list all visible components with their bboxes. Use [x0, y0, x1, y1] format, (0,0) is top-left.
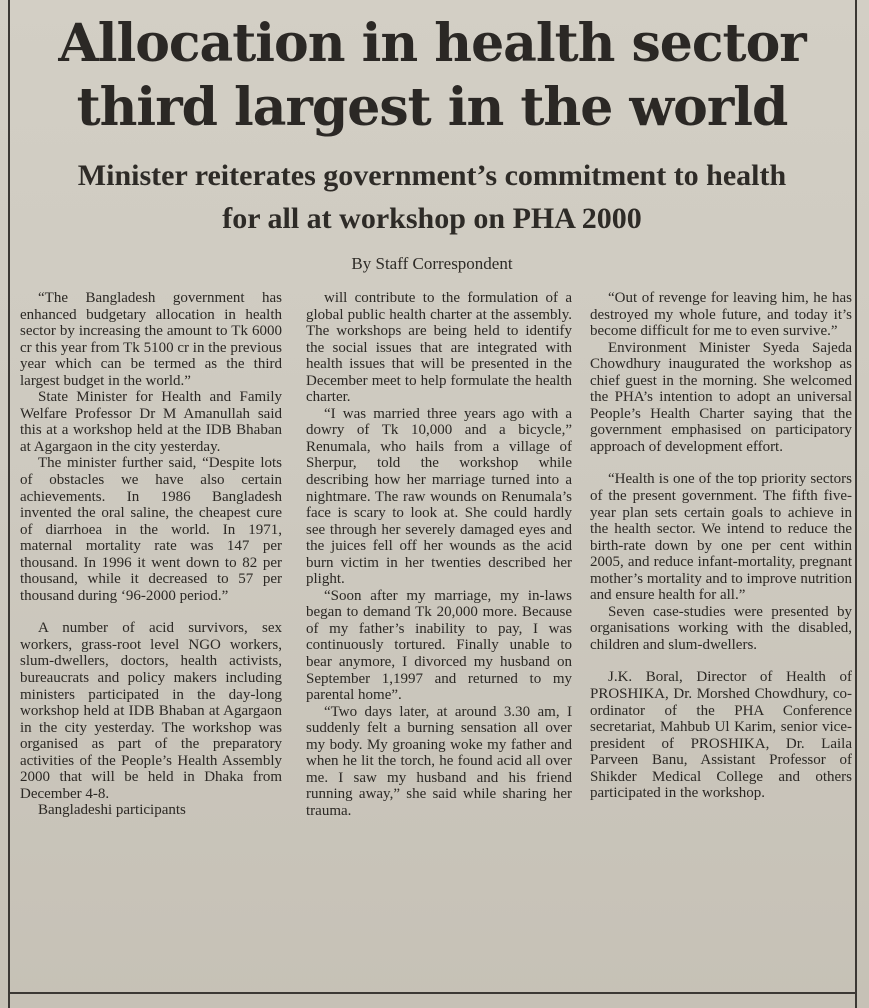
paragraph: “Soon after my marriage, my in-laws began to demand Tk 20,000 more. Because of my father’s inability to pay, I was continuously tortured. Finally unable to bear anymore, I divorced my husband on September 1,1997 and returned to my parental home”.	[306, 587, 572, 704]
headline-line: Allocation in health sector	[58, 13, 806, 74]
paragraph: “Two days later, at around 3.30 am, I suddenly felt a burning sensation all over my body. My groaning woke my father and when he lit the torch, he found acid all over me. I saw my husband and his friend running away,” she said while sharing her trauma.	[306, 703, 572, 819]
paragraph: will contribute to the formulation of a global public health charter at the assembly. The workshops are being held to identify the social issues that are integrated with health issues that will be presented in the December meet to help formulate the health charter.	[306, 290, 572, 406]
headline-line: third largest in the world	[76, 77, 788, 138]
headline	[14, 12, 850, 140]
byline: By Staff Correspondent	[351, 254, 513, 273]
article-column-3	[590, 290, 852, 802]
left-border-rule	[8, 0, 10, 1008]
paragraph: “The Bangladesh government has enhanced budgetary allocation in health sector by increasing the amount to Tk 6000 cr this year from Tk 5100 cr in the previous year which can be termed as the third largest budget in the world.”	[20, 290, 282, 389]
paragraph: “Out of revenge for leaving him, he has destroyed my whole future, and today it’s become difficult for me to even survive.”	[590, 290, 852, 340]
bottom-border-rule	[8, 992, 857, 994]
paragraph: A number of acid survivors, sex workers, grass-root level NGO workers, slum-dwellers, doctors, health activists, bureaucrats and policy makers including ministers participated in the day-long workshop held at IDB Bhaban at Agargaon in the city yesterday. The workshop was organised as part of the preparatory activities of the People’s Health Assembly 2000 that will be held in Dhaka from December 4-8.	[20, 620, 282, 802]
paragraph: “Health is one of the top priority sectors of the present government. The fifth five-year plan sets certain goals to achieve in the health sector. We intend to reduce the birth-rate down by one per cent within 2005, and reduce infant-mortality, pregnant mother’s mortality and to improve nutrition and ensure health for all.”	[590, 471, 852, 604]
paragraph: Environment Minister Syeda Sajeda Chowdhury inaugurated the workshop as chief guest in the morning. She welcomed the PHA’s intention to adopt an universal People’s Health Charter saying that the government emphasised on participatory approach of development effort.	[590, 339, 852, 455]
subheadline-line: Minister reiterates government’s commitment to health	[77, 159, 787, 192]
article-column-1	[20, 290, 282, 819]
subheadline-line: for all at workshop on PHA 2000	[222, 202, 642, 235]
right-border-rule	[855, 0, 857, 1008]
paragraph: State Minister for Health and Family Welfare Professor Dr M Amanullah said this at a workshop held at the IDB Bhaban at Agargaon in the city yesterday.	[20, 389, 282, 455]
paragraph: Bangladeshi participants	[38, 802, 186, 819]
paragraph: J.K. Boral, Director of Health of PROSHIKA, Dr. Morshed Chowdhury, co-ordinator of the PHA Conference secretariat, Mahbub Ul Karim, senior vice-president of PROSHIKA, Dr. Laila Parveen Banu, Assistant Professor of Shikder Medical College and others participated in the workshop.	[590, 669, 852, 802]
article-column-2	[306, 290, 572, 820]
subheadline	[14, 154, 850, 240]
paragraph: The minister further said, “Despite lots of obstacles we have also certain achievements. In 1986 Bangladesh invented the oral saline, the cheapest cure of diarrhoea in the world. In 1971, maternal mortality rate was 147 per thousand. In 1996 it went down to 82 per thousand, while it decreased to 57 per thousand during ‘96-2000 period.”	[20, 455, 282, 604]
paragraph: Seven case-studies were presented by organisations working with the disabled, children and slum-dwellers.	[590, 603, 852, 653]
paragraph: “I was married three years ago with a dowry of Tk 10,000 and a bicycle,” Renumala, who hails from a village of Sherpur, told the workshop while describing how her marriage turned into a nightmare. The raw wounds on Renumala’s face is scary to look at. She could hardly see through her severely damaged eyes and the juices fell off her wounds as the acid burn victim in her twenties described her plight.	[306, 405, 572, 588]
